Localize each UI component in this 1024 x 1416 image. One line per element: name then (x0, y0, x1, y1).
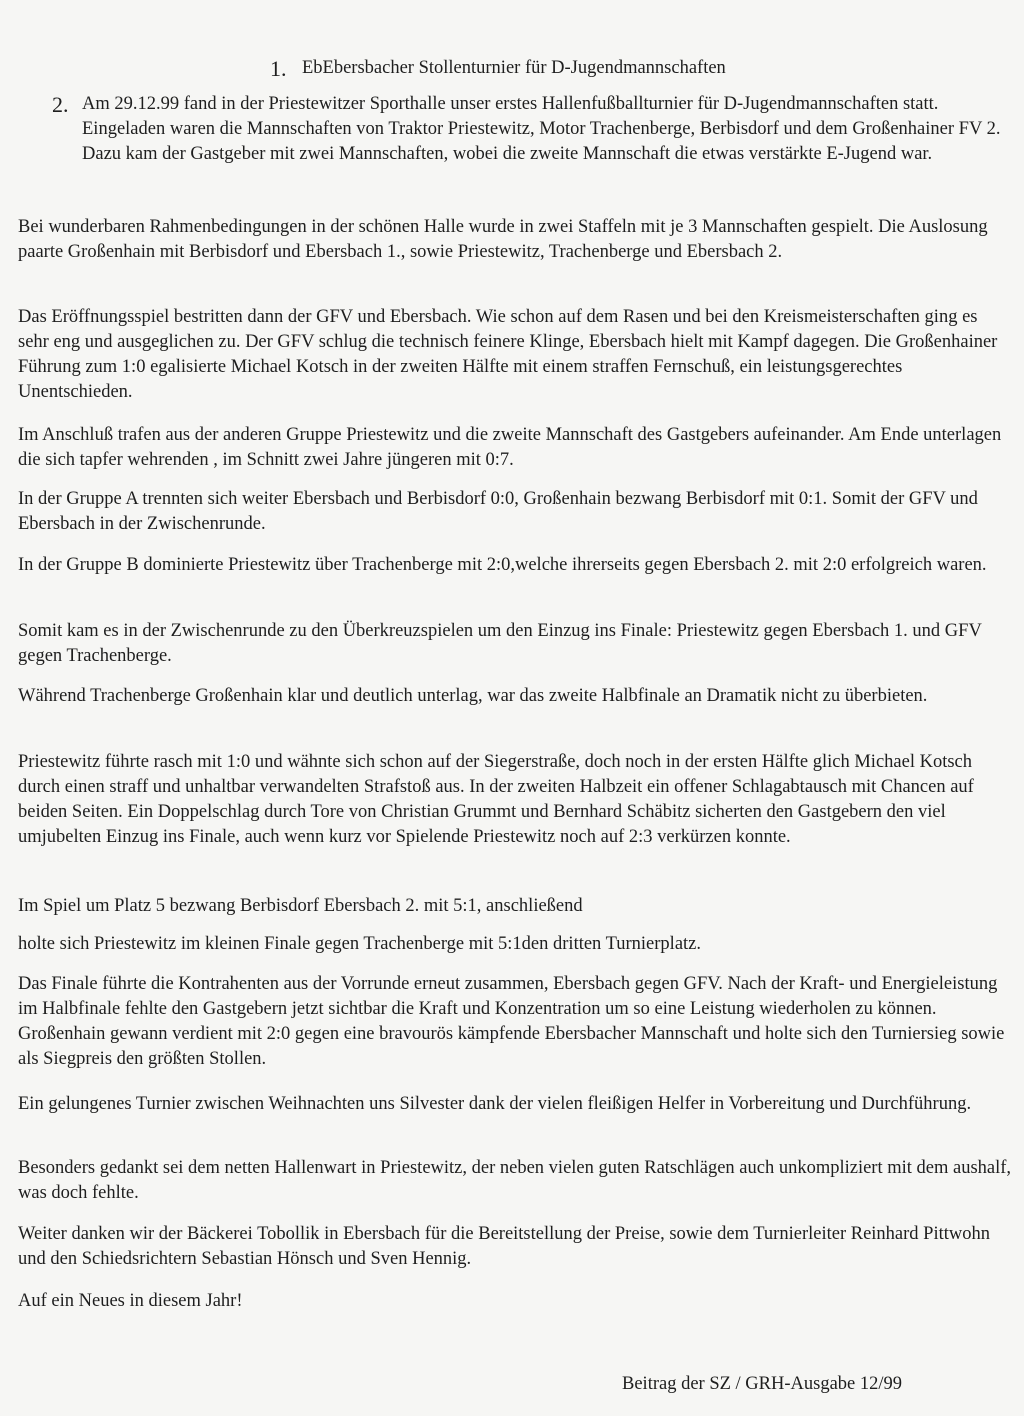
list-text: EbEbersbacher Stollenturnier für D-Jugendmannschaften (302, 58, 726, 78)
paragraph: Während Trachenberge Großenhain klar und deutlich unterlag, war das zweite Halbfinale an Dramatik nicht zu überbieten. (18, 686, 928, 706)
list-number: 1. (270, 56, 287, 81)
list-item-intro (52, 92, 1012, 167)
list-text: Am 29.12.99 fand in der Priestewitzer Sporthalle unser erstes Hallenfußballturnier für D-Jugendmannschaften statt. Eingeladen waren die Mannschaften von Traktor Priestewitz, Motor Trachenberge, Berbisdorf und dem Großenhainer FV 2. Dazu kam der Gastgeber mit zwei Mannschaften, wobei die zweite Mannschaft die etwas verstärkte E-Jugend war. (82, 94, 1001, 164)
paragraph: Priestewitz führte rasch mit 1:0 und wähnte sich schon auf der Siegerstraße, doch noch in der ersten Hälfte glich Michael Kotsch durch einen straff und unhaltbar verwandelten Strafstoß aus. In der zweiten Halbzeit ein offener Schlagabtausch mit Chancen auf beiden Seiten. Ein Doppelschlag durch Tore von Christian Grummt und Bernhard Schäbitz sicherten den Gastgebern den viel umjubelten Einzug ins Finale, auch wenn kurz vor Spielende Priestewitz noch auf 2:3 verkürzen konnte. (18, 752, 974, 847)
paragraph: In der Gruppe B dominierte Priestewitz über Trachenberge mit 2:0,welche ihrerseits gegen Ebersbach 2. mit 2:0 erfolgreich waren. (18, 555, 987, 575)
list-item-title (270, 56, 726, 81)
paragraph: Das Eröffnungsspiel bestritten dann der GFV und Ebersbach. Wie schon auf dem Rasen und bei den Kreismeisterschaften ging es sehr eng und ausgeglichen zu. Der GFV schlug die technisch feinere Klinge, Ebersbach hielt mit Kampf dagegen. Die Großenhainer Führung zum 1:0 egalisierte Michael Kotsch in der zweiten Hälfte mit einem straffen Fernschuß, ein leistungsgerechtes Unentschieden. (18, 307, 998, 402)
paragraph: Weiter danken wir der Bäckerei Tobollik in Ebersbach für die Bereitstellung der Preise, sowie dem Turnierleiter Reinhard Pittwohn und den Schiedsrichtern Sebastian Hönsch und Sven Hennig. (18, 1224, 990, 1269)
list-number: 2. (52, 92, 69, 117)
paragraph: Somit kam es in der Zwischenrunde zu den Überkreuzspielen um den Einzug ins Finale: Priestewitz gegen Ebersbach 1. und GFV gegen Trachenberge. (18, 621, 982, 666)
paragraph: Im Anschluß trafen aus der anderen Gruppe Priestewitz und die zweite Mannschaft des Gastgebers aufeinander. Am Ende unterlagen die sich tapfer wehrenden , im Schnitt zwei Jahre jüngeren mit 0:7. (18, 425, 1002, 470)
source-footer: Beitrag der SZ / GRH-Ausgabe 12/99 (622, 1374, 903, 1394)
paragraph: Im Spiel um Platz 5 bezwang Berbisdorf Ebersbach 2. mit 5:1, anschließend (18, 896, 583, 916)
paragraph: Besonders gedankt sei dem netten Hallenwart in Priestewitz, der neben vielen guten Ratschlägen auch unkompliziert mit dem aushalf, was doch fehlte. (18, 1158, 1012, 1203)
paragraph: Ein gelungenes Turnier zwischen Weihnachten uns Silvester dank der vielen fleißigen Helfer in Vorbereitung und Durchführung. (18, 1094, 972, 1114)
paragraph: In der Gruppe A trennten sich weiter Ebersbach und Berbisdorf 0:0, Großenhain bezwang Berbisdorf mit 0:1. Somit der GFV und Ebersbach in der Zwischenrunde. (18, 489, 978, 534)
paragraph: Das Finale führte die Kontrahenten aus der Vorrunde erneut zusammen, Ebersbach gegen GFV. Nach der Kraft- und Energieleistung im Halbfinale fehlte den Gastgebern jetzt sichtbar die Kraft und Konzentration um so eine Leistung wiederholen zu können. Großenhain gewann verdient mit 2:0 gegen eine bravourös kämpfende Ebersbacher Mannschaft und holte sich den Turniersieg sowie als Siegpreis den größten Stollen. (18, 974, 1005, 1069)
paragraph: holte sich Priestewitz im kleinen Finale gegen Trachenberge mit 5:1den dritten Turnierplatz. (18, 934, 702, 954)
paragraph: Auf ein Neues in diesem Jahr! (18, 1291, 243, 1311)
paragraph: Bei wunderbaren Rahmenbedingungen in der schönen Halle wurde in zwei Staffeln mit je 3 Mannschaften gespielt. Die Auslosung paarte Großenhain mit Berbisdorf und Ebersbach 1., sowie Priestewitz, Trachenberge und Ebersbach 2. (18, 217, 988, 262)
